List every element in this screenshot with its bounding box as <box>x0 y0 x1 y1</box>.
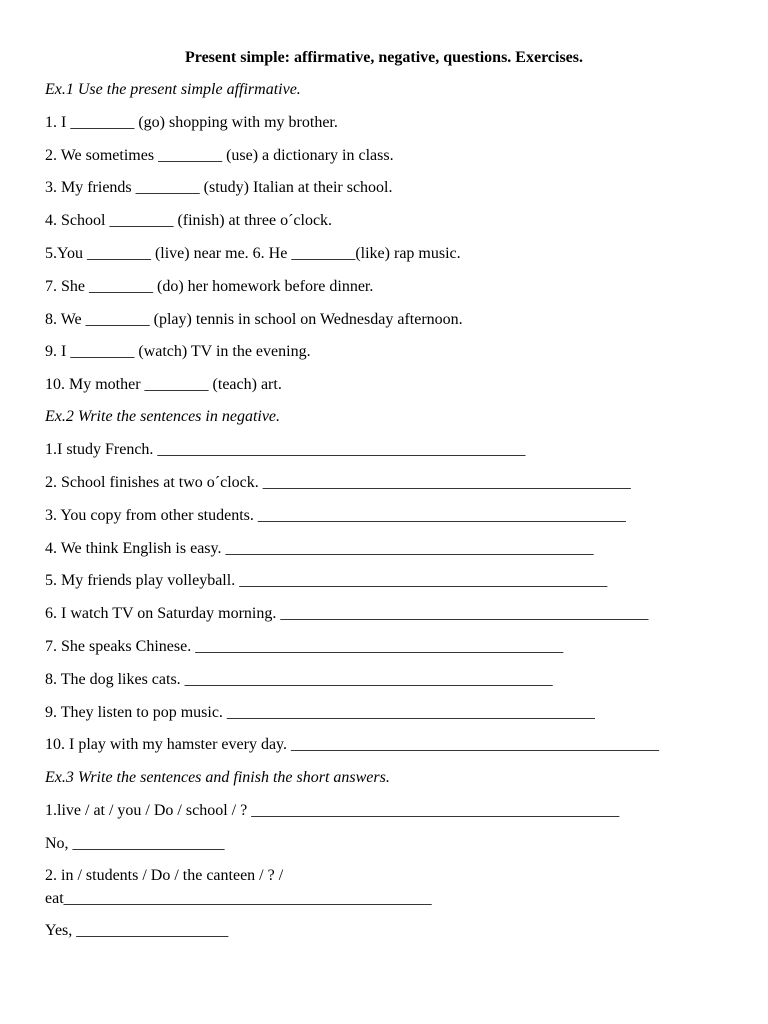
ex2-item: 9. They listen to pop music. ______________________________________________ <box>45 704 595 721</box>
ex1-item: 8. We ________ (play) tennis in school on Wednesday afternoon. <box>45 311 463 328</box>
ex2-item: 4. We think English is easy. ______________________________________________ <box>45 540 594 557</box>
ex1-heading: Ex.1 Use the present simple affirmative. <box>45 81 301 98</box>
ex2-item: 1.I study French. ______________________________________________ <box>45 441 526 458</box>
ex1-item: 7. She ________ (do) her homework before dinner. <box>45 278 374 295</box>
ex2-item: 7. She speaks Chinese. ______________________________________________ <box>45 638 564 655</box>
ex1-item: 5.You ________ (live) near me. 6. He ________(like) rap music. <box>45 245 461 262</box>
ex2-item: 3. You copy from other students. ______________________________________________ <box>45 507 626 524</box>
ex1-item: 3. My friends ________ (study) Italian at their school. <box>45 179 393 196</box>
ex1-item: 2. We sometimes ________ (use) a dictionary in class. <box>45 147 394 164</box>
ex2-heading: Ex.2 Write the sentences in negative. <box>45 408 281 425</box>
ex2-item: 10. I play with my hamster every day. ______________________________________________ <box>45 736 660 753</box>
ex2-item: 2. School finishes at two o´clock. ______________________________________________ <box>45 474 631 491</box>
ex3-short-answer: No, ___________________ <box>45 835 225 852</box>
ex3-item: 2. in / students / Do / the canteen / ? / <box>45 867 284 884</box>
worksheet-title: Present simple: affirmative, negative, questions. Exercises. <box>184 49 583 66</box>
ex1-item: 9. I ________ (watch) TV in the evening. <box>45 343 311 360</box>
ex2-item: 6. I watch TV on Saturday morning. ______________________________________________ <box>45 605 649 622</box>
ex3-item: 1.live / at / you / Do / school / ? ______________________________________________ <box>45 802 620 819</box>
ex3-item-continued: eat______________________________________________ <box>45 890 432 907</box>
ex1-item: 10. My mother ________ (teach) art. <box>45 376 282 393</box>
ex1-item: 4. School ________ (finish) at three o´clock. <box>45 212 333 229</box>
ex2-item: 8. The dog likes cats. ______________________________________________ <box>45 671 553 688</box>
ex1-item: 1. I ________ (go) shopping with my brother. <box>45 114 338 131</box>
ex2-item: 5. My friends play volleyball. ______________________________________________ <box>45 572 608 589</box>
ex3-heading: Ex.3 Write the sentences and finish the short answers. <box>45 769 390 786</box>
ex3-short-answer: Yes, ___________________ <box>45 922 229 939</box>
